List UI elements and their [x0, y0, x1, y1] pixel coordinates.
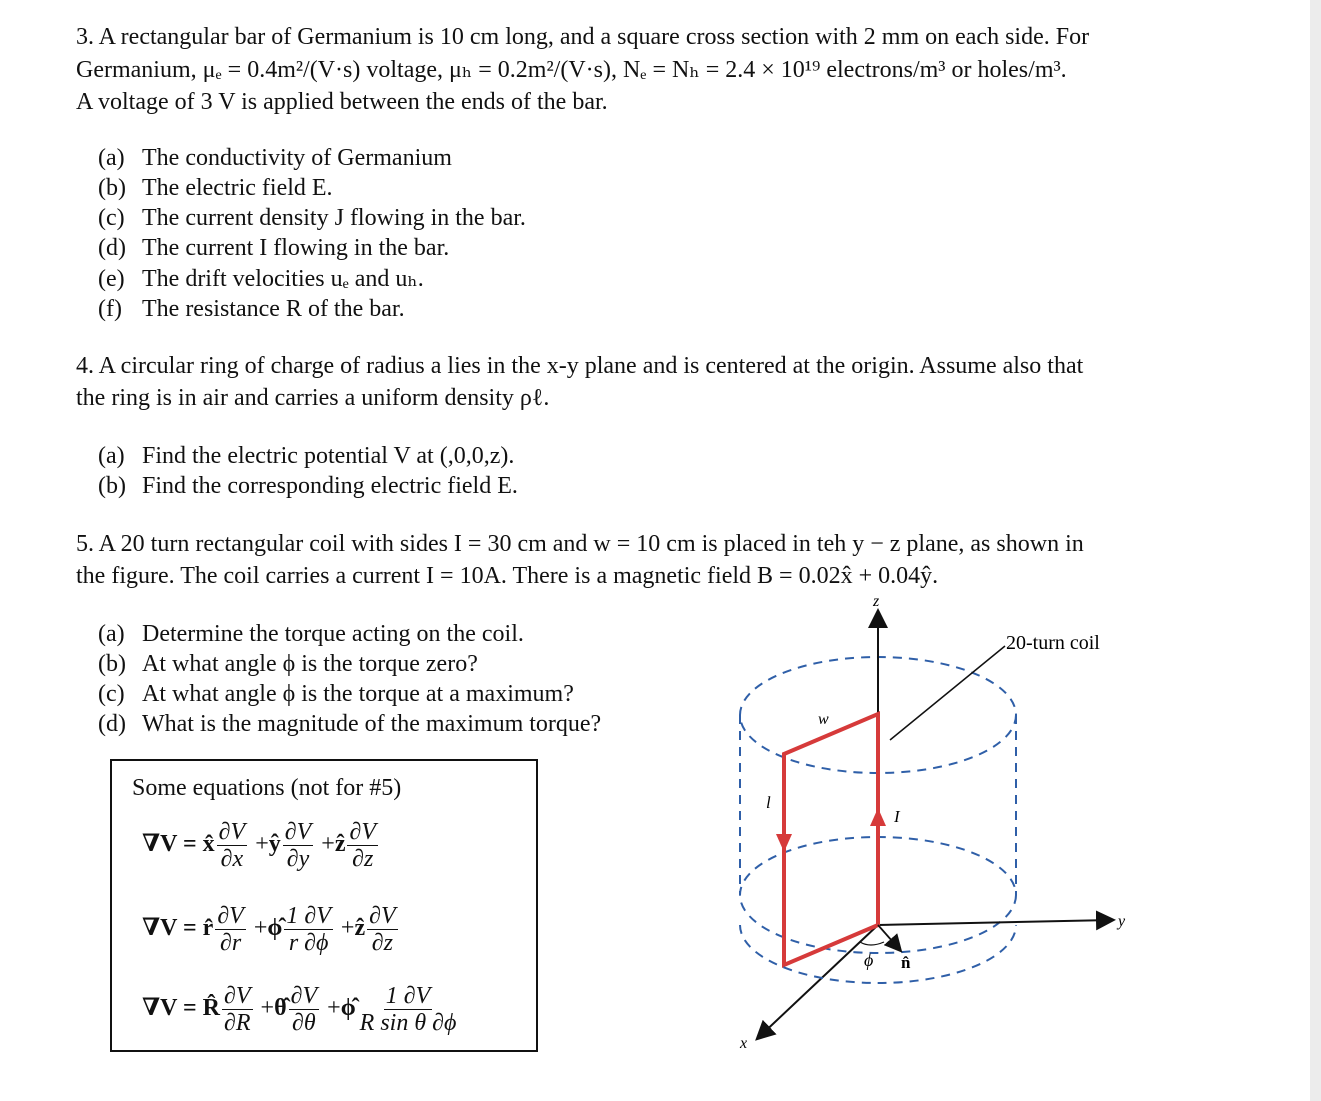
- plus-sign: +: [260, 995, 275, 1022]
- frac-dvdphi-sph: $\frac{1 \partial V}{\text{R sin θ ∂ϕ}}$: [359, 983, 457, 1036]
- gradient-lhs: ∇V =: [142, 915, 197, 942]
- x-axis-label: x: [740, 1035, 748, 1052]
- problem3-part-f: (f) The resistance R of the bar.: [98, 296, 405, 322]
- y-axis-label: y: [1118, 913, 1126, 930]
- problem5-part-d: (d) What is the magnitude of the maximum torque?: [98, 711, 602, 737]
- problem3-part-e: (e) The drift velocities uₑ and uₕ.: [98, 266, 424, 292]
- problem3-part-d: (d) The current I flowing in the bar.: [98, 235, 450, 261]
- problem5-part-c: (c) At what angle ϕ is the torque at a maximum?: [98, 681, 574, 707]
- coil-figure: [700, 590, 1140, 1060]
- problem3-text-line2: Germanium, μₑ = 0.4m²/(V·s) voltage, μₕ = 0.2m²/(V·s), Nₑ = Nₕ = 2.4 × 10¹⁹ electrons/m³ or holes/m³.: [76, 57, 1067, 83]
- problem4-part-a: (a) Find the electric potential V at (,0,0,z).: [98, 443, 515, 469]
- problem5-text-line2: the figure. The coil carries a current I = 10A. There is a magnetic field B = 0.02x̂ + 0.04ŷ.: [76, 563, 939, 589]
- problem5-text-line1: 5. A 20 turn rectangular coil with sides I = 30 cm and w = 10 cm is placed in teh y − z plane, as shown in: [76, 531, 1084, 557]
- x-axis: [758, 925, 878, 1038]
- problem3-part-c: (c) The current density J flowing in the bar.: [98, 205, 526, 231]
- z-axis-label: z: [873, 593, 880, 610]
- problem3-text-line1: 3. A rectangular bar of Germanium is 10 cm long, and a square cross section with 2 mm on each side. For: [76, 24, 1090, 50]
- plus-sign: +: [255, 831, 269, 858]
- current-label: I: [894, 807, 900, 826]
- plus-sign: +: [327, 995, 341, 1022]
- frac-dvdy: $\frac{\partial V}{\partial y}$: [284, 819, 312, 872]
- phi-label: ϕ: [864, 950, 874, 970]
- frac-dvdz: $\frac{\partial V}{\partial z}$: [369, 903, 396, 956]
- current-arrow-down: [776, 834, 792, 852]
- frac-dvdz: $\frac{\partial V}{\partial z}$: [349, 819, 376, 872]
- gradient-lhs: ∇V =: [142, 831, 197, 858]
- l-label: l: [766, 793, 771, 812]
- gradient-cylindrical: [142, 903, 400, 956]
- problem3-text-line3: A voltage of 3 V is applied between the ends of the bar.: [76, 89, 608, 115]
- gradient-spherical: [142, 983, 460, 1036]
- gradient-cartesian: [142, 819, 380, 872]
- frac-dvdR: $\frac{\partial V}{\partial R}$: [224, 983, 251, 1036]
- page-scrollbar-edge: [1310, 0, 1321, 1101]
- current-arrow-up: [870, 808, 886, 826]
- frac-dvdphi: $\frac{1 \partial V}{r \partial\phi}$: [286, 903, 331, 956]
- unit-y: ŷ: [268, 831, 281, 858]
- equations-box: [110, 759, 538, 1052]
- problem5-part-a: (a) Determine the torque acting on the coil.: [98, 621, 524, 647]
- unit-R: R̂: [202, 995, 220, 1022]
- problem3-part-b: (b) The electric field E.: [98, 175, 333, 201]
- problem4-text-line2: the ring is in air and carries a uniform density ρℓ.: [76, 385, 550, 411]
- normal-vector: [878, 925, 900, 950]
- cylinder-bottom-ellipse: [740, 925, 1016, 983]
- unit-phi: ϕ̂: [340, 995, 356, 1022]
- unit-phi: ϕ̂: [267, 915, 283, 942]
- w-label: w: [818, 711, 829, 728]
- problem3-part-a: (a) The conductivity of Germanium: [98, 145, 452, 171]
- frac-dvdx: $\frac{\partial V}{\partial x}$: [218, 819, 246, 872]
- plus-sign: +: [253, 915, 268, 942]
- unit-r: r̂: [202, 915, 214, 942]
- y-axis: [878, 920, 1112, 925]
- problem4-part-b: (b) Find the corresponding electric field E.: [98, 473, 518, 499]
- normal-label: n̂: [901, 953, 911, 972]
- plus-sign: +: [340, 915, 355, 942]
- frac-dvdr: $\frac{\partial V}{\partial r}$: [217, 903, 244, 956]
- problem5-part-b: (b) At what angle ϕ is the torque zero?: [98, 651, 478, 677]
- problem4-text-line1: 4. A circular ring of charge of radius a lies in the x-y plane and is centered at the origin. Assume also that: [76, 353, 1084, 379]
- unit-x: x̂: [202, 831, 215, 858]
- plus-sign: +: [321, 831, 335, 858]
- coil-label-pointer: [890, 646, 1005, 740]
- unit-theta: θ̂: [274, 995, 287, 1022]
- unit-z: ẑ: [334, 831, 346, 858]
- gradient-lhs: ∇V =: [142, 995, 197, 1022]
- unit-z: ẑ: [354, 915, 366, 942]
- equations-title: Some equations (not for #5): [132, 775, 402, 801]
- phi-angle-arc: [860, 942, 884, 945]
- frac-dvdtheta: $\frac{\partial V}{\partial\theta}$: [290, 983, 318, 1036]
- coil-label: 20-turn coil: [1006, 632, 1100, 654]
